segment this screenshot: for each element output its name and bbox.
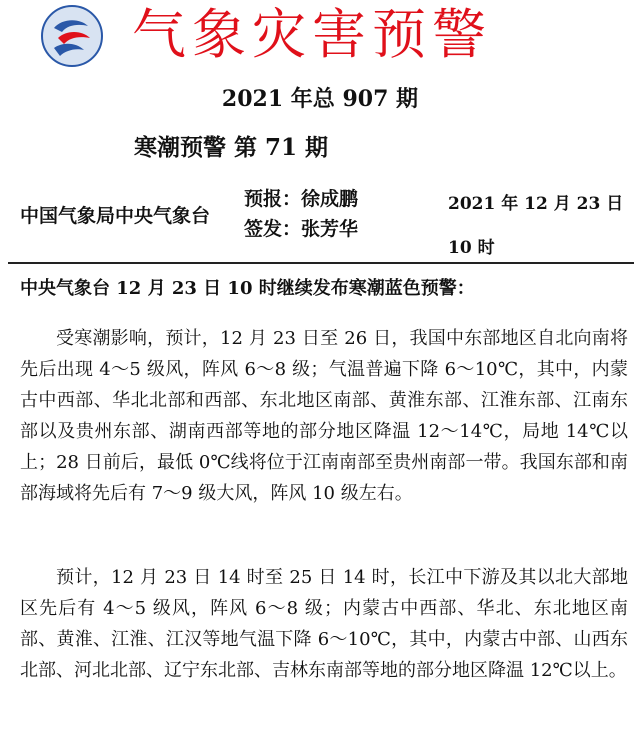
issue-total-number: 2021 年总 907 期 [221, 86, 419, 112]
issue-sub-number: 寒潮预警 第 71 期 [134, 134, 329, 161]
divider-line [8, 262, 634, 264]
issuance-meta [0, 176, 640, 260]
issue-datetime: 2021 年 12 月 23 日 10 时 [448, 194, 624, 258]
swirl-logo-icon [40, 4, 104, 68]
forecaster: 预报：徐成鹏 [244, 188, 359, 210]
warning-headline: 中央气象台 12 月 23 日 10 时继续发布寒潮蓝色预警： [20, 278, 475, 299]
warning-paragraph: 预计，12 月 23 日 14 时至 25 日 14 时，长江中下游及其以北大部地区先后有 4～5 级风，阵风 6～8 级；内蒙古中西部、华北、东北地区南部、黄淮、江淮、江汉等地气温下降 6～10℃，其中，内蒙古中部、山西东北部、河北北部、辽宁东北部、吉林东南部等地的部分地区降温 12℃以上。 [20, 567, 628, 681]
masthead-title: 气象灾害预警 [132, 3, 492, 66]
issuing-agency: 中国气象局中央气象台 [20, 205, 211, 227]
responsible-persons [244, 184, 358, 244]
masthead [0, 0, 640, 80]
warning-paragraph: 受寒潮影响，预计，12 月 23 日至 26 日，我国中东部地区自北向南将先后出现 4～5 级风，阵风 6～8 级；气温普遍下降 6～10℃，其中，内蒙古中西部、华北北部和西部、东北地区南部、黄淮东部、江淮东部、江南东部以及贵州东部、湖南西部等地的部分地区降温 12～14℃，局地 14℃以上；28 日前后，最低 0℃线将位于江南南部至贵州南部一带。我国东部和南部海域将先后有 7～9 级大风，阵风 10 级左右。 [20, 328, 628, 504]
issuer: 签发：张芳华 [244, 218, 359, 240]
